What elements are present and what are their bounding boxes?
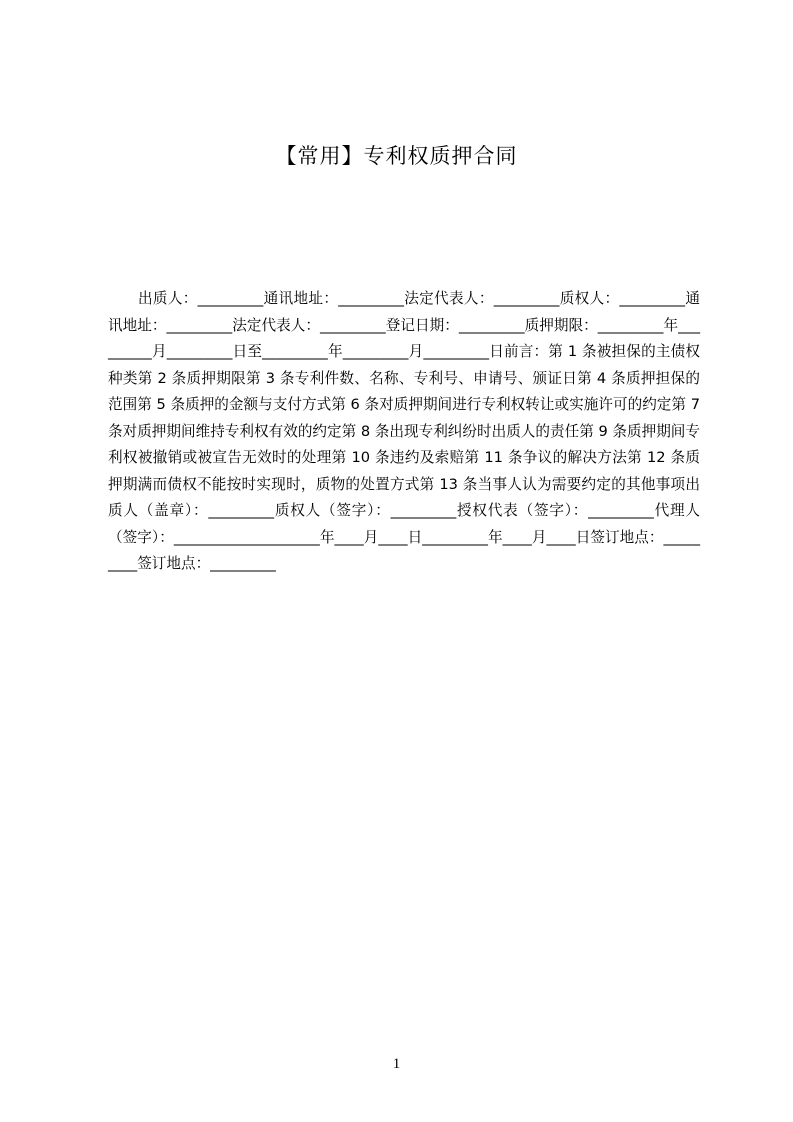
contract-body: 出质人：_________通讯地址：_________法定代表人：_________质权人：_________通讯地址：_________法定代表人：_________登记日期：_________质押期限：_________年_________月_________日至_________年_________月_________日前言：第 1 条被担保的主债权种类第 2 条质押期限第 3 条专利件数、名称、专利号、申请号、颁证日第 4 条质押担保的范围第 5 条质押的金额与支付方式第 6 条对质押期间进行专利权转让或实施许可的约定第 7 条对质押期间维持专利权有效的约定第 8 条出现专利纠纷时出质人的责任第 9 条质押期间专利权被撤销或被宣告无效时的处理第 10 条违约及索赔第 11 条争议的解决方法第 12 条质押期满而债权不能按时实现时，质物的处置方式第 13 条当事人认为需要约定的其他事项出质人（盖章）：_________质权人（签字）：_________授权代表（签字）：_________代理人（签字）：____________________年____月____日_________年____月____日签订地点：_________签订地点：_________ (108, 290, 700, 572)
document-title: 【常用】专利权质押合同 (275, 144, 518, 168)
page-number: 1 (392, 1056, 401, 1072)
